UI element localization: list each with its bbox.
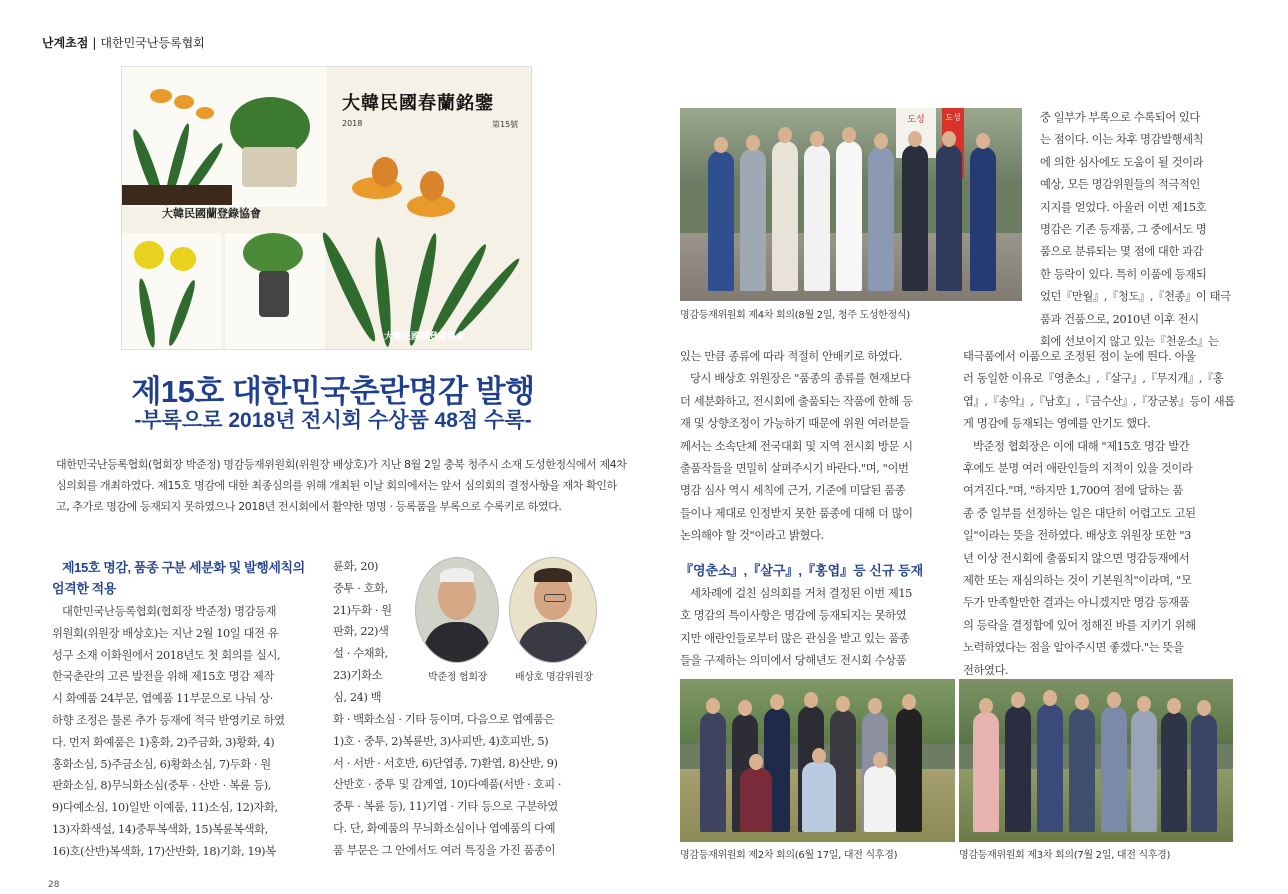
body-line: 홍화소심, 5)주금소심, 6)황화소심, 7)두화 · 원: [52, 757, 271, 771]
photo-meeting-4: [680, 108, 1022, 301]
photo-meeting-2: [680, 679, 955, 842]
header-separator: |: [92, 36, 97, 50]
portrait-bae: [509, 557, 597, 663]
body-line: 여겨진다."며, "하지만 1,700여 점에 달하는 품: [963, 484, 1183, 498]
lead-line: 고, 추가로 명감에 등재되지 못하였으나 2018년 전시회에서 활약한 명명 · 등록품을 부록으로 수록키로 하였다.: [56, 500, 562, 513]
body-line: 다. 먼저 화예품은 1)홍화, 2)주금화, 3)황화, 4): [52, 735, 275, 749]
body-line: 종 중 일부를 선정하는 일은 대단히 어렵고도 고된: [963, 506, 1196, 520]
body-line: 회에 선보이지 않고 있는『천운소』는: [1040, 335, 1219, 349]
cover-orchid-photo-main: [332, 137, 531, 349]
body-line: 품 부문은 그 안에서도 여러 특징을 가진 품종이: [333, 843, 556, 857]
body-line: 21)두화 · 원: [333, 603, 392, 617]
article-subtitle: -부록으로 2018년 전시회 수상품 48점 수록-: [134, 409, 532, 432]
body-line: 의 등락을 결정함에 있어 정해진 바를 지키기 위해: [963, 618, 1196, 632]
photo-caption-4: 명감등재위원회 제4차 회의(8월 2일, 청주 도성한정식): [680, 310, 910, 321]
body-line: 하향 조정은 물론 추가 등재에 적극 반영키로 하였: [52, 713, 285, 727]
body-line: 품과 건품으로, 2010년 이후 전시: [1040, 312, 1199, 326]
page-number: 28: [48, 880, 60, 890]
body-line: 게 명감에 등재되는 영예를 안기도 했다.: [963, 417, 1151, 431]
body-line: 태극품에서 이품으로 조정된 점이 눈에 띈다. 아울: [963, 350, 1196, 363]
body-line: 두가 만족할만한 결과는 아니겠지만 명감 등재품: [963, 596, 1190, 610]
body-line: 제한 또는 재심의하는 것이 기본원칙"이라며, "모: [963, 574, 1192, 588]
photo-caption-3: 명감등재위원회 제3차 회의(7월 2일, 대전 식후경): [959, 850, 1171, 861]
column4-text: [963, 346, 1235, 682]
cover-orchid-photo-2: [122, 233, 222, 349]
body-line: 산반호 · 중투 및 감계열, 10)다예품(서반 · 호피 ·: [333, 778, 562, 792]
body-line: 명감 심사 역시 세칙에 근거, 기준에 미달된 품종: [680, 484, 906, 498]
cover-publisher: 大韓民國蘭登錄協會: [162, 207, 261, 220]
portrait-park: [415, 557, 499, 663]
section1-heading-line: 제15호 명감, 품종 구분 세분화 및 발행세칙의: [62, 560, 305, 575]
body-line: 한국춘란의 고른 발전을 위해 제15호 명감 제작: [52, 670, 274, 684]
body-line: 예상, 모든 명감위원들의 적극적인: [1040, 178, 1200, 192]
article-title: 제15호 대한민국춘란명감 발행: [131, 374, 535, 409]
cover-issue: 第15號: [492, 120, 519, 129]
body-line: 는 점이다. 이는 차후 명감발행세칙: [1040, 133, 1204, 147]
body-line: 중투 · 복륜 등), 11)기엽 · 기타 등으로 구분하였: [333, 800, 558, 814]
body-line: 9)다예소심, 10)일반 이예품, 11)소심, 12)자화,: [52, 801, 278, 815]
header-org: 대한민국난등록협회: [100, 36, 205, 50]
body-line: 후에도 분명 여러 애란인들의 지적이 있을 것이라: [963, 462, 1193, 476]
cover-year: 2018: [342, 119, 363, 128]
header-section: 난계초점: [42, 36, 89, 50]
body-line: 논의해야 할 것"이라고 밝혔다.: [680, 529, 824, 543]
column4-top: [1040, 107, 1235, 353]
section1-column2: [333, 709, 601, 862]
body-line: 심, 24) 백: [333, 690, 382, 704]
body-line: 중투 · 호화,: [333, 581, 388, 595]
body-line: 서 · 서반 · 서호반, 6)단엽종, 7)환엽, 8)산반, 9): [333, 756, 558, 770]
banner-text: 도성: [945, 113, 961, 122]
body-line: 호 명감의 특이사항은 명감에 등재되지는 못하였: [680, 609, 907, 623]
column3-text: [680, 346, 948, 548]
body-line: 판화, 22)색: [333, 625, 389, 639]
body-line: 러 동일한 이유로『영춘소』,『살구』,『무지개』,『홍: [963, 372, 1224, 386]
body-line: 23)기화소: [333, 668, 383, 682]
body-line: 시 화예품 24부문, 엽예품 11부문으로 나눠 상·: [52, 692, 273, 706]
body-line: 지만 애란인들로부터 많은 관심을 받고 있는 품종: [680, 631, 910, 645]
body-line: 년 이상 전시회에 출품되지 않으면 명감등재에서: [963, 551, 1190, 565]
body-line: 들을 구제하는 의미에서 당해년도 전시회 수상품: [680, 654, 907, 668]
yearbook-cover-image: [121, 66, 532, 350]
body-line: 었던『만월』,『청도』,『천종』이 태극: [1040, 290, 1231, 304]
photo-caption-2: 명감등재위원회 제2차 회의(6월 17일, 대전 식후경): [680, 850, 898, 861]
body-line: 설 · 수채화,: [333, 647, 388, 661]
portrait-caption-bae: 배상호 명감위원장: [515, 672, 593, 683]
cover-orchid-photo-1: [122, 67, 327, 207]
body-line: 에 의한 심사에도 도움이 될 것이라: [1040, 155, 1204, 169]
body-line: 한 등락이 있다. 특히 이품에 등재되: [1040, 267, 1207, 281]
sign-text: 도성: [907, 115, 925, 125]
body-line: 엽』,『송악』,『남호』,『금수산』,『장군봉』등이 새롭: [963, 394, 1235, 408]
body-line: 16)호(산반)복색화, 17)산반화, 18)기화, 19)복: [52, 844, 276, 858]
cover-publisher-small: 大韓民國蘭登錄協會: [384, 332, 466, 342]
lead-line: 대한민국난등록협회(협회장 박준정) 명감등재위원회(위원장 배상호)가 지난 8월 2일 충북 청주시 소재 도성한정식에서 제4차: [56, 458, 627, 471]
body-line: 다. 단, 화예품의 무늬화소심이나 엽예품의 다예: [333, 821, 556, 835]
body-line: 세차례에 걸친 심의회를 거쳐 결정된 이번 제15: [690, 587, 912, 600]
section2-heading: 『영춘소』,『살구』,『홍엽』등 신규 등재: [680, 563, 924, 578]
body-line: 대한민국난등록협회(협회장 박준정) 명감등재: [62, 605, 277, 618]
body-line: 출품작들을 면밀히 살펴주시기 바란다."며, "이번: [680, 462, 909, 476]
body-line: 일"이라는 뜻을 전하였다. 배상호 위원장 또한 "3: [963, 529, 1191, 543]
body-line: 륜화, 20): [333, 560, 378, 573]
body-line: 중 일부가 부록으로 수록되어 있다: [1040, 111, 1200, 124]
section1-heading: [52, 557, 322, 599]
body-line: 성구 소재 이화원에서 2018년도 첫 회의를 실시,: [52, 648, 281, 662]
body-line: 전하였다.: [963, 663, 1009, 677]
body-line: 지지를 얻었다. 아울러 이번 제15호: [1040, 200, 1207, 214]
body-line: 명감은 기존 등재품, 그 중에서도 명: [1040, 223, 1207, 237]
body-line: 들이나 제대로 인정받지 못한 품종에 대해 더 많이: [680, 506, 913, 520]
body-line: 위원회(위원장 배상호)는 지난 2월 10일 대전 유: [52, 626, 279, 640]
body-line: 께서는 소속단체 전국대회 및 지역 전시회 방문 시: [680, 439, 913, 453]
photo-meeting-3: [959, 679, 1233, 842]
section1-column1: [52, 601, 322, 863]
body-line: 화 · 백화소심 · 기타 등이며, 다음으로 엽예품은: [333, 713, 555, 726]
body-line: 재 및 상향조정이 가능하기 때문에 위원 여러분들: [680, 417, 910, 431]
article-lead: [56, 454, 627, 517]
body-line: 박준정 협회장은 이에 대해 "제15호 명감 발간: [973, 439, 1190, 453]
section1-heading-line: 엄격한 적용: [52, 581, 117, 596]
body-line: 있는 만큼 종류에 따라 적절히 안배키로 하였다.: [680, 350, 903, 363]
body-line: 당시 배상호 위원장은 "품종의 종류를 현재보다: [690, 372, 911, 386]
portrait-caption-park: 박준정 협회장: [428, 672, 488, 683]
body-line: 품으로 분류되는 몇 점에 대한 과감: [1040, 245, 1204, 259]
body-line: 1)호 · 중투, 2)복륜반, 3)사피반, 4)호피반, 5): [333, 734, 549, 748]
section2-text: [680, 583, 948, 673]
cover-orchid-photo-3: [225, 233, 325, 349]
cover-title: 大韓民國春蘭銘鑒: [342, 93, 494, 114]
body-line: 더 세분화하고, 전시회에 출품되는 작품에 한해 등: [680, 394, 913, 408]
section1-column2-top: [333, 556, 409, 709]
body-line: 판화소심, 8)무늬화소심(중투 · 산반 · 복륜 등),: [52, 779, 271, 793]
body-line: 노력하였다는 점을 알아주시면 좋겠다."는 뜻을: [963, 641, 1184, 655]
page-header: [42, 34, 205, 51]
body-line: 13)자화색설, 14)중투복색화, 15)복륜복색화,: [52, 822, 268, 836]
lead-line: 심의회를 개최하였다. 제15호 명감에 대한 최종심의를 위해 개최된 이날 회의에서는 앞서 심의회의 결정사항을 재차 확인하: [56, 479, 617, 492]
